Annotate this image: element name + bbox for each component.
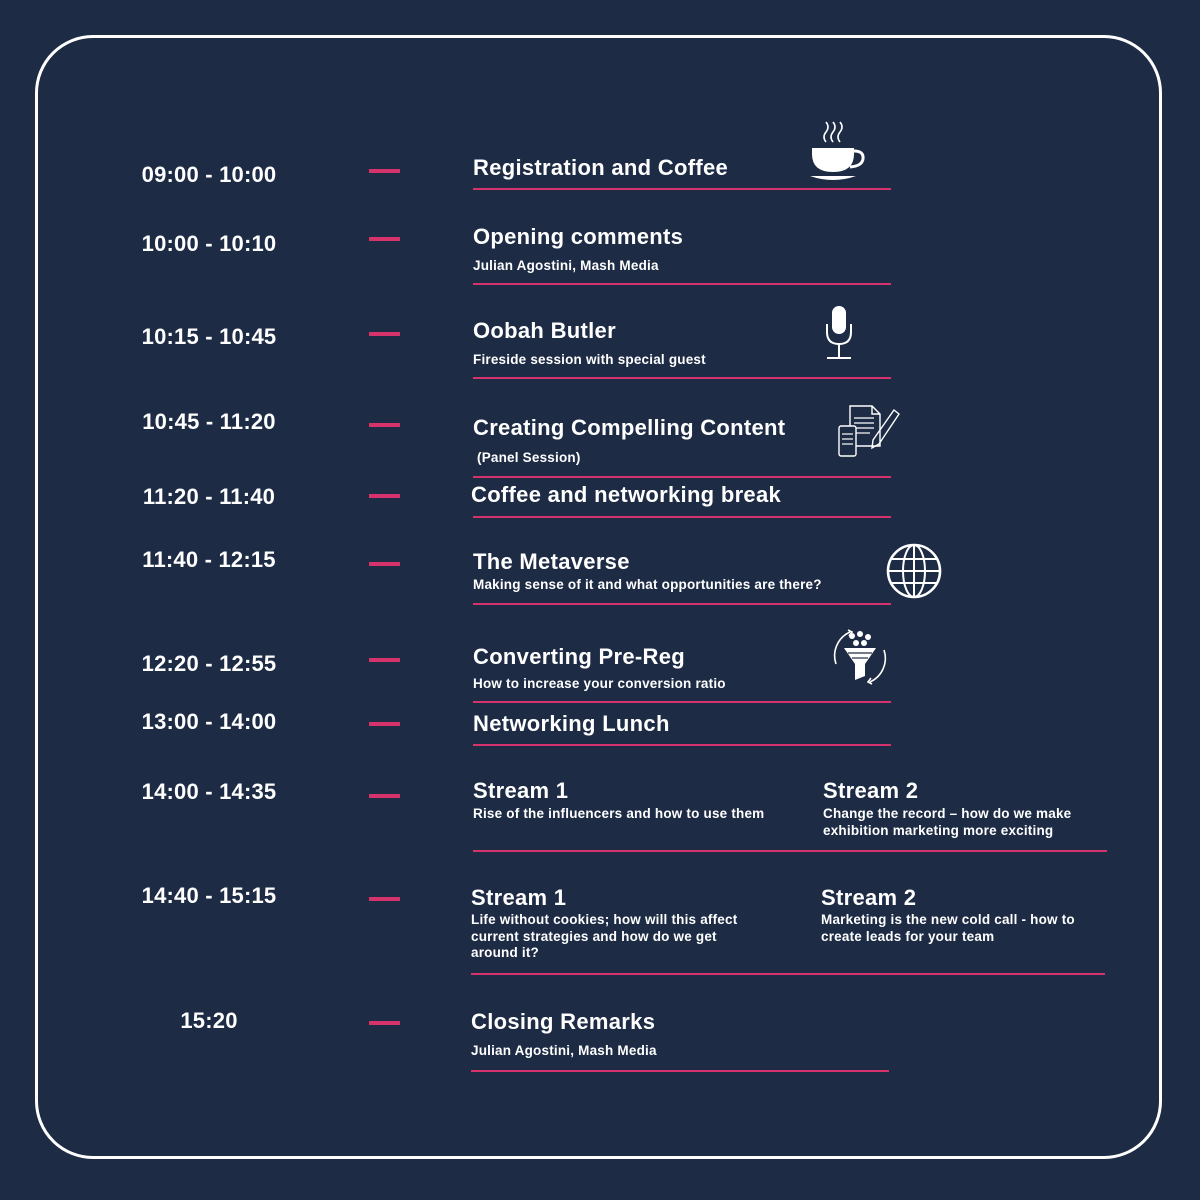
time-dash (369, 332, 400, 336)
session-subtitle: (Panel Session) (477, 450, 581, 465)
time-slot: 13:00 - 14:00 (141, 709, 277, 734)
session-subtitle: Making sense of it and what opportunities are there? (473, 577, 822, 592)
session-subtitle: Julian Agostini, Mash Media (471, 1043, 657, 1058)
session-title: The Metaverse (473, 549, 630, 574)
session-subtitle: Julian Agostini, Mash Media (473, 258, 659, 273)
time-slot: 10:00 - 10:10 (141, 231, 277, 256)
stream2-subtitle: Change the record – how do we make exhibition marketing more exciting (823, 806, 1072, 838)
session-title: Opening comments (473, 224, 684, 249)
stream2-title: Stream 2 (823, 778, 919, 803)
time-dash (369, 722, 400, 726)
stream1-title: Stream 1 (473, 778, 569, 803)
time-slot: 11:20 - 11:40 (142, 484, 276, 509)
time-dash (369, 1021, 400, 1025)
time-slot: 14:00 - 14:35 (141, 779, 277, 804)
session-title: Creating Compelling Content (473, 415, 786, 440)
content-writing-icon (836, 402, 902, 462)
stream1-subtitle: Life without cookies; how will this affect current strategies and how do we get around it? (471, 912, 738, 960)
time-slot: 10:15 - 10:45 (141, 324, 277, 349)
conversion-funnel-icon (826, 624, 894, 690)
microphone-icon (822, 304, 856, 362)
stream1-title: Stream 1 (471, 885, 567, 910)
stream2-subtitle: Marketing is the new cold call - how to create leads for your team (821, 912, 1075, 944)
session-subtitle: Fireside session with special guest (473, 352, 706, 367)
row-divider (473, 516, 891, 518)
time-slot: 15:20 (180, 1008, 238, 1033)
time-dash (369, 794, 400, 798)
row-divider (473, 283, 891, 285)
time-dash (369, 658, 400, 662)
session-title: Coffee and networking break (471, 482, 782, 507)
row-divider (473, 701, 891, 703)
time-slot: 12:20 - 12:55 (141, 651, 277, 676)
globe-icon (885, 542, 943, 600)
row-divider (473, 188, 891, 190)
session-title: Closing Remarks (471, 1009, 656, 1034)
time-dash (369, 897, 400, 901)
time-slot: 11:40 - 12:15 (142, 547, 276, 572)
agenda-frame (35, 35, 1162, 1159)
time-dash (369, 169, 400, 173)
session-subtitle: How to increase your conversion ratio (473, 676, 726, 691)
stream1-subtitle: Rise of the influencers and how to use them (473, 806, 765, 821)
time-slot: 14:40 - 15:15 (141, 883, 277, 908)
time-slot: 09:00 - 10:00 (141, 162, 277, 187)
time-dash (369, 494, 400, 498)
session-title: Oobah Butler (473, 318, 616, 343)
row-divider (473, 377, 891, 379)
time-dash (369, 237, 400, 241)
row-divider (473, 476, 891, 478)
row-divider (471, 1070, 889, 1072)
session-title: Networking Lunch (473, 711, 670, 736)
time-slot: 10:45 - 11:20 (142, 409, 276, 434)
session-title: Registration and Coffee (473, 155, 729, 180)
time-dash (369, 423, 400, 427)
time-dash (369, 562, 400, 566)
row-divider (471, 973, 1105, 975)
coffee-cup-icon (806, 120, 870, 184)
row-divider (473, 744, 891, 746)
session-title: Converting Pre-Reg (473, 644, 685, 669)
row-divider (473, 850, 1107, 852)
row-divider (473, 603, 891, 605)
stream2-title: Stream 2 (821, 885, 917, 910)
